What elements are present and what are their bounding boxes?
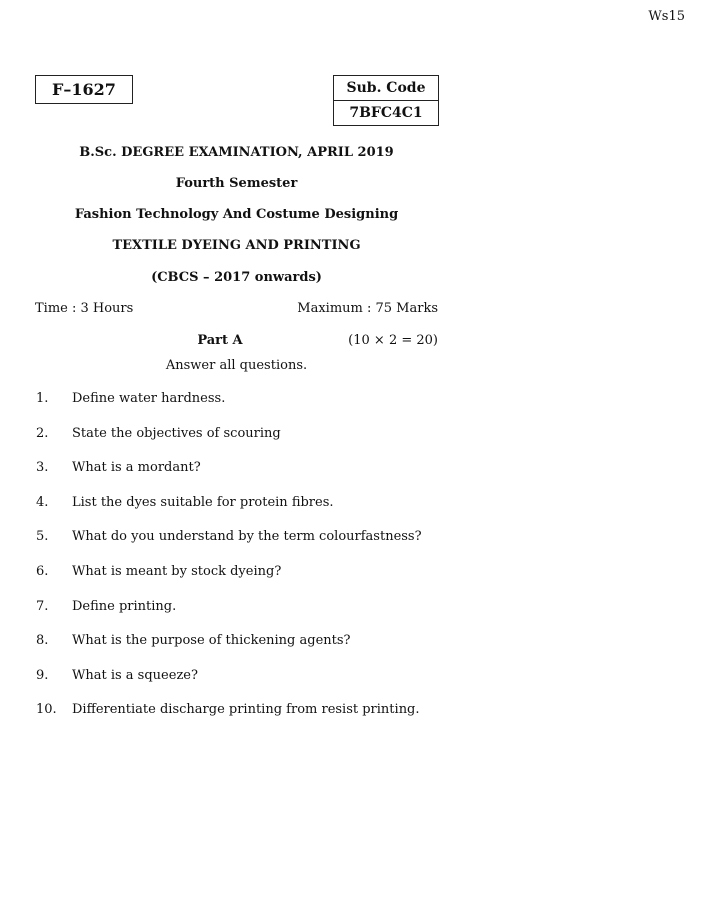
semester: Fourth Semester — [175, 176, 298, 191]
question-item — [36, 702, 422, 737]
question-list — [36, 391, 422, 737]
question-number: 7. — [36, 598, 49, 614]
question-item — [36, 599, 422, 634]
question-text: What is meant by stock dyeing? — [72, 563, 282, 579]
part-a-title: Part A — [197, 333, 243, 348]
subject-code-box — [333, 75, 439, 126]
subject-title: TEXTILE DYEING AND PRINTING — [112, 238, 361, 253]
question-text: Define printing. — [72, 598, 177, 614]
time-allowed: Time : 3 Hours — [35, 301, 134, 316]
question-number: 6. — [36, 563, 49, 579]
question-text: What is a mordant? — [72, 460, 201, 476]
question-text: State the objectives of scouring — [72, 425, 281, 441]
question-item — [36, 391, 422, 426]
question-text: What is the purpose of thickening agents? — [72, 633, 351, 649]
part-a-instruction: Answer all questions. — [165, 358, 308, 373]
paper-code: F–1627 — [52, 80, 116, 99]
document-code: Ws15 — [648, 9, 685, 24]
question-number: 10. — [36, 702, 57, 718]
question-number: 2. — [36, 425, 49, 441]
part-a-marks: (10 × 2 = 20) — [348, 333, 438, 348]
subject-code-label: Sub. Code — [346, 80, 426, 96]
scheme: (CBCS – 2017 onwards) — [151, 270, 322, 285]
subject-code-value: 7BFC4C1 — [334, 100, 438, 125]
question-text: Define water hardness. — [72, 391, 226, 406]
question-item — [36, 564, 422, 599]
question-text: What is a squeeze? — [72, 667, 198, 683]
question-text: Differentiate discharge printing from resist printing. — [72, 702, 420, 718]
maximum-marks: Maximum : 75 Marks — [297, 301, 438, 316]
question-item — [36, 529, 422, 564]
question-number: 5. — [36, 529, 49, 545]
question-item — [36, 633, 422, 668]
question-number: 8. — [36, 633, 49, 649]
question-number: 3. — [36, 460, 49, 476]
paper-code-box — [35, 75, 133, 104]
question-item — [36, 668, 422, 703]
question-item — [36, 495, 422, 530]
question-text: What do you understand by the term colourfastness? — [72, 529, 422, 545]
programme: Fashion Technology And Costume Designing — [74, 207, 399, 222]
time-marks-row — [35, 301, 438, 316]
question-text: List the dyes suitable for protein fibres. — [72, 494, 334, 510]
question-number: 1. — [36, 391, 49, 406]
question-number: 4. — [36, 494, 49, 510]
question-number: 9. — [36, 667, 49, 683]
exam-title: B.Sc. DEGREE EXAMINATION, APRIL 2019 — [79, 145, 394, 160]
question-item — [36, 426, 422, 461]
question-item — [36, 460, 422, 495]
